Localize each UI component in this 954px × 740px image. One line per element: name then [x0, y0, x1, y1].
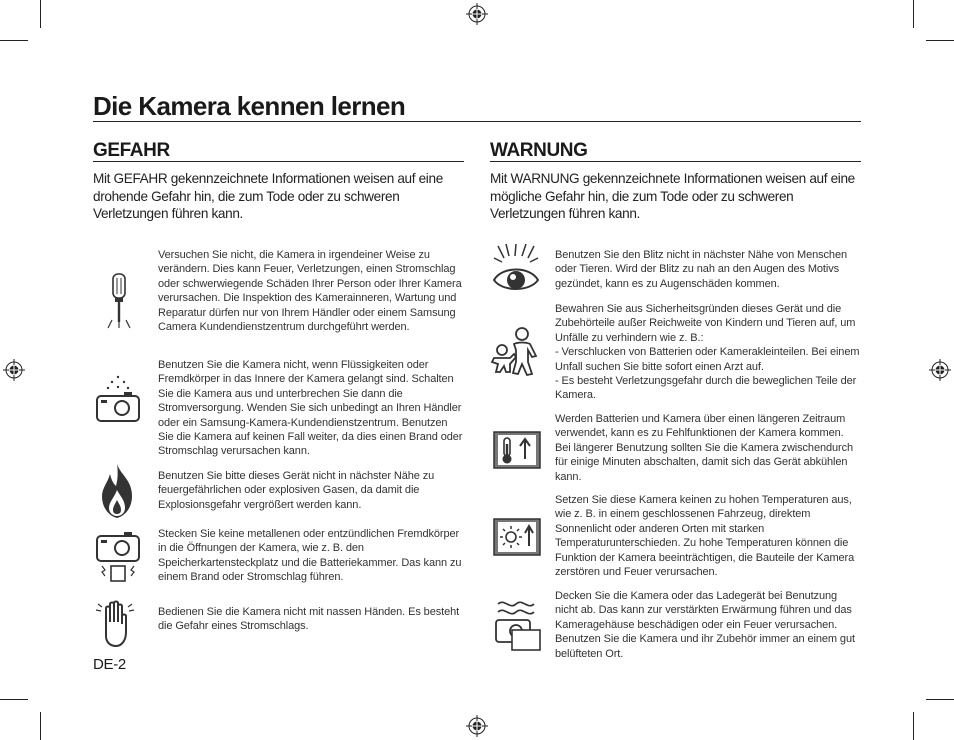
crop-mark [40, 0, 41, 28]
crop-mark [926, 40, 954, 41]
thermometer-icon [493, 431, 541, 469]
warning-intro: Mit WARNUNG gekennzeichnete Informationen weisen auf eine mögliche Gefahr hin, die zum Tode oder zu schweren Verletzungen führen kann. [490, 171, 855, 221]
crop-mark [0, 699, 28, 700]
registration-mark-icon [929, 359, 951, 381]
crop-mark [0, 40, 28, 41]
warning-item-2-text: Bewahren Sie aus Sicherheitsgründen dieses Gerät und die Zubehörteile außer Reichweite von Kindern und Tieren auf, um Unfälle zu verhindern wie z. B.: - Verschlucken von Batterien oder Kamerakleinteilen. Bei einem Unfall suchen Sie bitte sofort einen Arzt auf. - Es besteht Verletzungsgefahr durch die beweglichen Teile der Kamera. [555, 303, 860, 402]
danger-divider [93, 161, 464, 162]
danger-heading: GEFAHR [93, 140, 170, 161]
children-icon [488, 326, 540, 378]
sun-heat-icon [493, 518, 541, 556]
covered-charger-icon [492, 596, 542, 652]
danger-item-5-text: Bedienen Sie die Kamera nicht mit nassen Händen. Es besteht die Gefahr eines Stromschlags. [158, 606, 460, 633]
crop-mark [913, 712, 914, 740]
warning-item-1-text: Benutzen Sie den Blitz nicht in nächster Nähe von Menschen oder Tieren. Wird der Blitz zu nah an den Augen des Motivs gezündet, kann es zu Augenschäden kommen. [555, 249, 847, 290]
crop-mark [40, 712, 41, 740]
flash-eye-icon [492, 244, 540, 296]
title-divider [93, 121, 861, 122]
danger-item-3-text: Benutzen Sie bitte dieses Gerät nicht in nächster Nähe zu feuergefährlichen oder explosiven Gasen, da damit die Explosionsgefahr vergrößert werden kann. [158, 470, 435, 511]
danger-item-4-text: Stecken Sie keine metallenen oder entzündlichen Fremdkörper in die Öffnungen der Kamera, wie z. B. den Speicherkartensteckplatz und die Batteriekammer. Das kann zu einem Brand oder Stromschlag führen. [158, 528, 462, 584]
registration-mark-icon [3, 359, 25, 381]
danger-item-2-text: Benutzen Sie die Kamera nicht, wenn Flüssigkeiten oder Fremdkörper in das Innere der Kamera gelangt sind. Schalten Sie die Kamera aus und unterbrechen Sie dann die Stromversorgung. Wenden Sie sich unbedingt an Ihren Händler oder ein Samsung-Kamera-Kundendienstzentrum. Benutzen Sie die Kamera auf keinen Fall weiter, da dies einen Brand oder Stromschlag verursachen kann. [158, 359, 463, 458]
screwdriver-icon [98, 270, 142, 334]
camera-slot-icon [94, 530, 142, 586]
danger-intro: Mit GEFAHR gekennzeichnete Informationen weisen auf eine drohende Gefahr hin, die zum Tode oder zu schweren Verletzungen führen kann. [93, 171, 443, 221]
camera-liquid-icon [94, 372, 142, 424]
flame-icon [96, 462, 138, 520]
page-title: Die Kamera kennen lernen [93, 91, 406, 121]
wet-hand-icon [94, 598, 140, 650]
danger-item-1-text: Versuchen Sie nicht, die Kamera in irgendeiner Weise zu verändern. Dies kann Feuer, Verletzungen, einen Stromschlag oder schwerwiegende Schäden Ihrer Person oder Ihrer Kamera verursachen. Die Inspektion des Kamerainneren, Wartung und Reparatur dürfen nur von Ihrem Händler oder einem Samsung Camera Kundendienstzentrum durchgeführt werden. [158, 249, 462, 334]
warning-item-5-text: Decken Sie die Kamera oder das Ladegerät bei Benutzung nicht ab. Das kann zur verstärkten Erwärmung führen und das Kameragehäuse beschädigen oder ein Feuer verursachen. Benutzen Sie die Kamera und ihr Zubehör immer an einem gut belüfteten Ort. [555, 590, 855, 660]
crop-mark [913, 0, 914, 28]
warning-divider [490, 161, 861, 162]
warning-item-3-text: Werden Batterien und Kamera über einen längeren Zeitraum verwendet, kann es zu Fehlfunktionen der Kamera kommen. Bei längerer Benutzung sollten Sie die Kamera zwischendurch für einige Minuten abschalten, damit sich das Gerät abkühlen kann. [555, 413, 853, 483]
warning-item-4-text: Setzen Sie diese Kamera keinen zu hohen Temperaturen aus, wie z. B. in einem geschlossenen Fahrzeug, direktem Sonnenlicht oder anderen Orten mit starken Temperaturunterschieden. Zu hohe Temperaturen können die Funktion der Kamera beeinträchtigen, die Bauteile der Kamera zerstören und Feuer verursachen. [555, 494, 855, 579]
warning-heading: WARNUNG [490, 140, 588, 161]
registration-mark-icon [466, 715, 488, 737]
registration-mark-icon [466, 3, 488, 25]
page-number: DE-2 [93, 656, 126, 673]
crop-mark [926, 699, 954, 700]
